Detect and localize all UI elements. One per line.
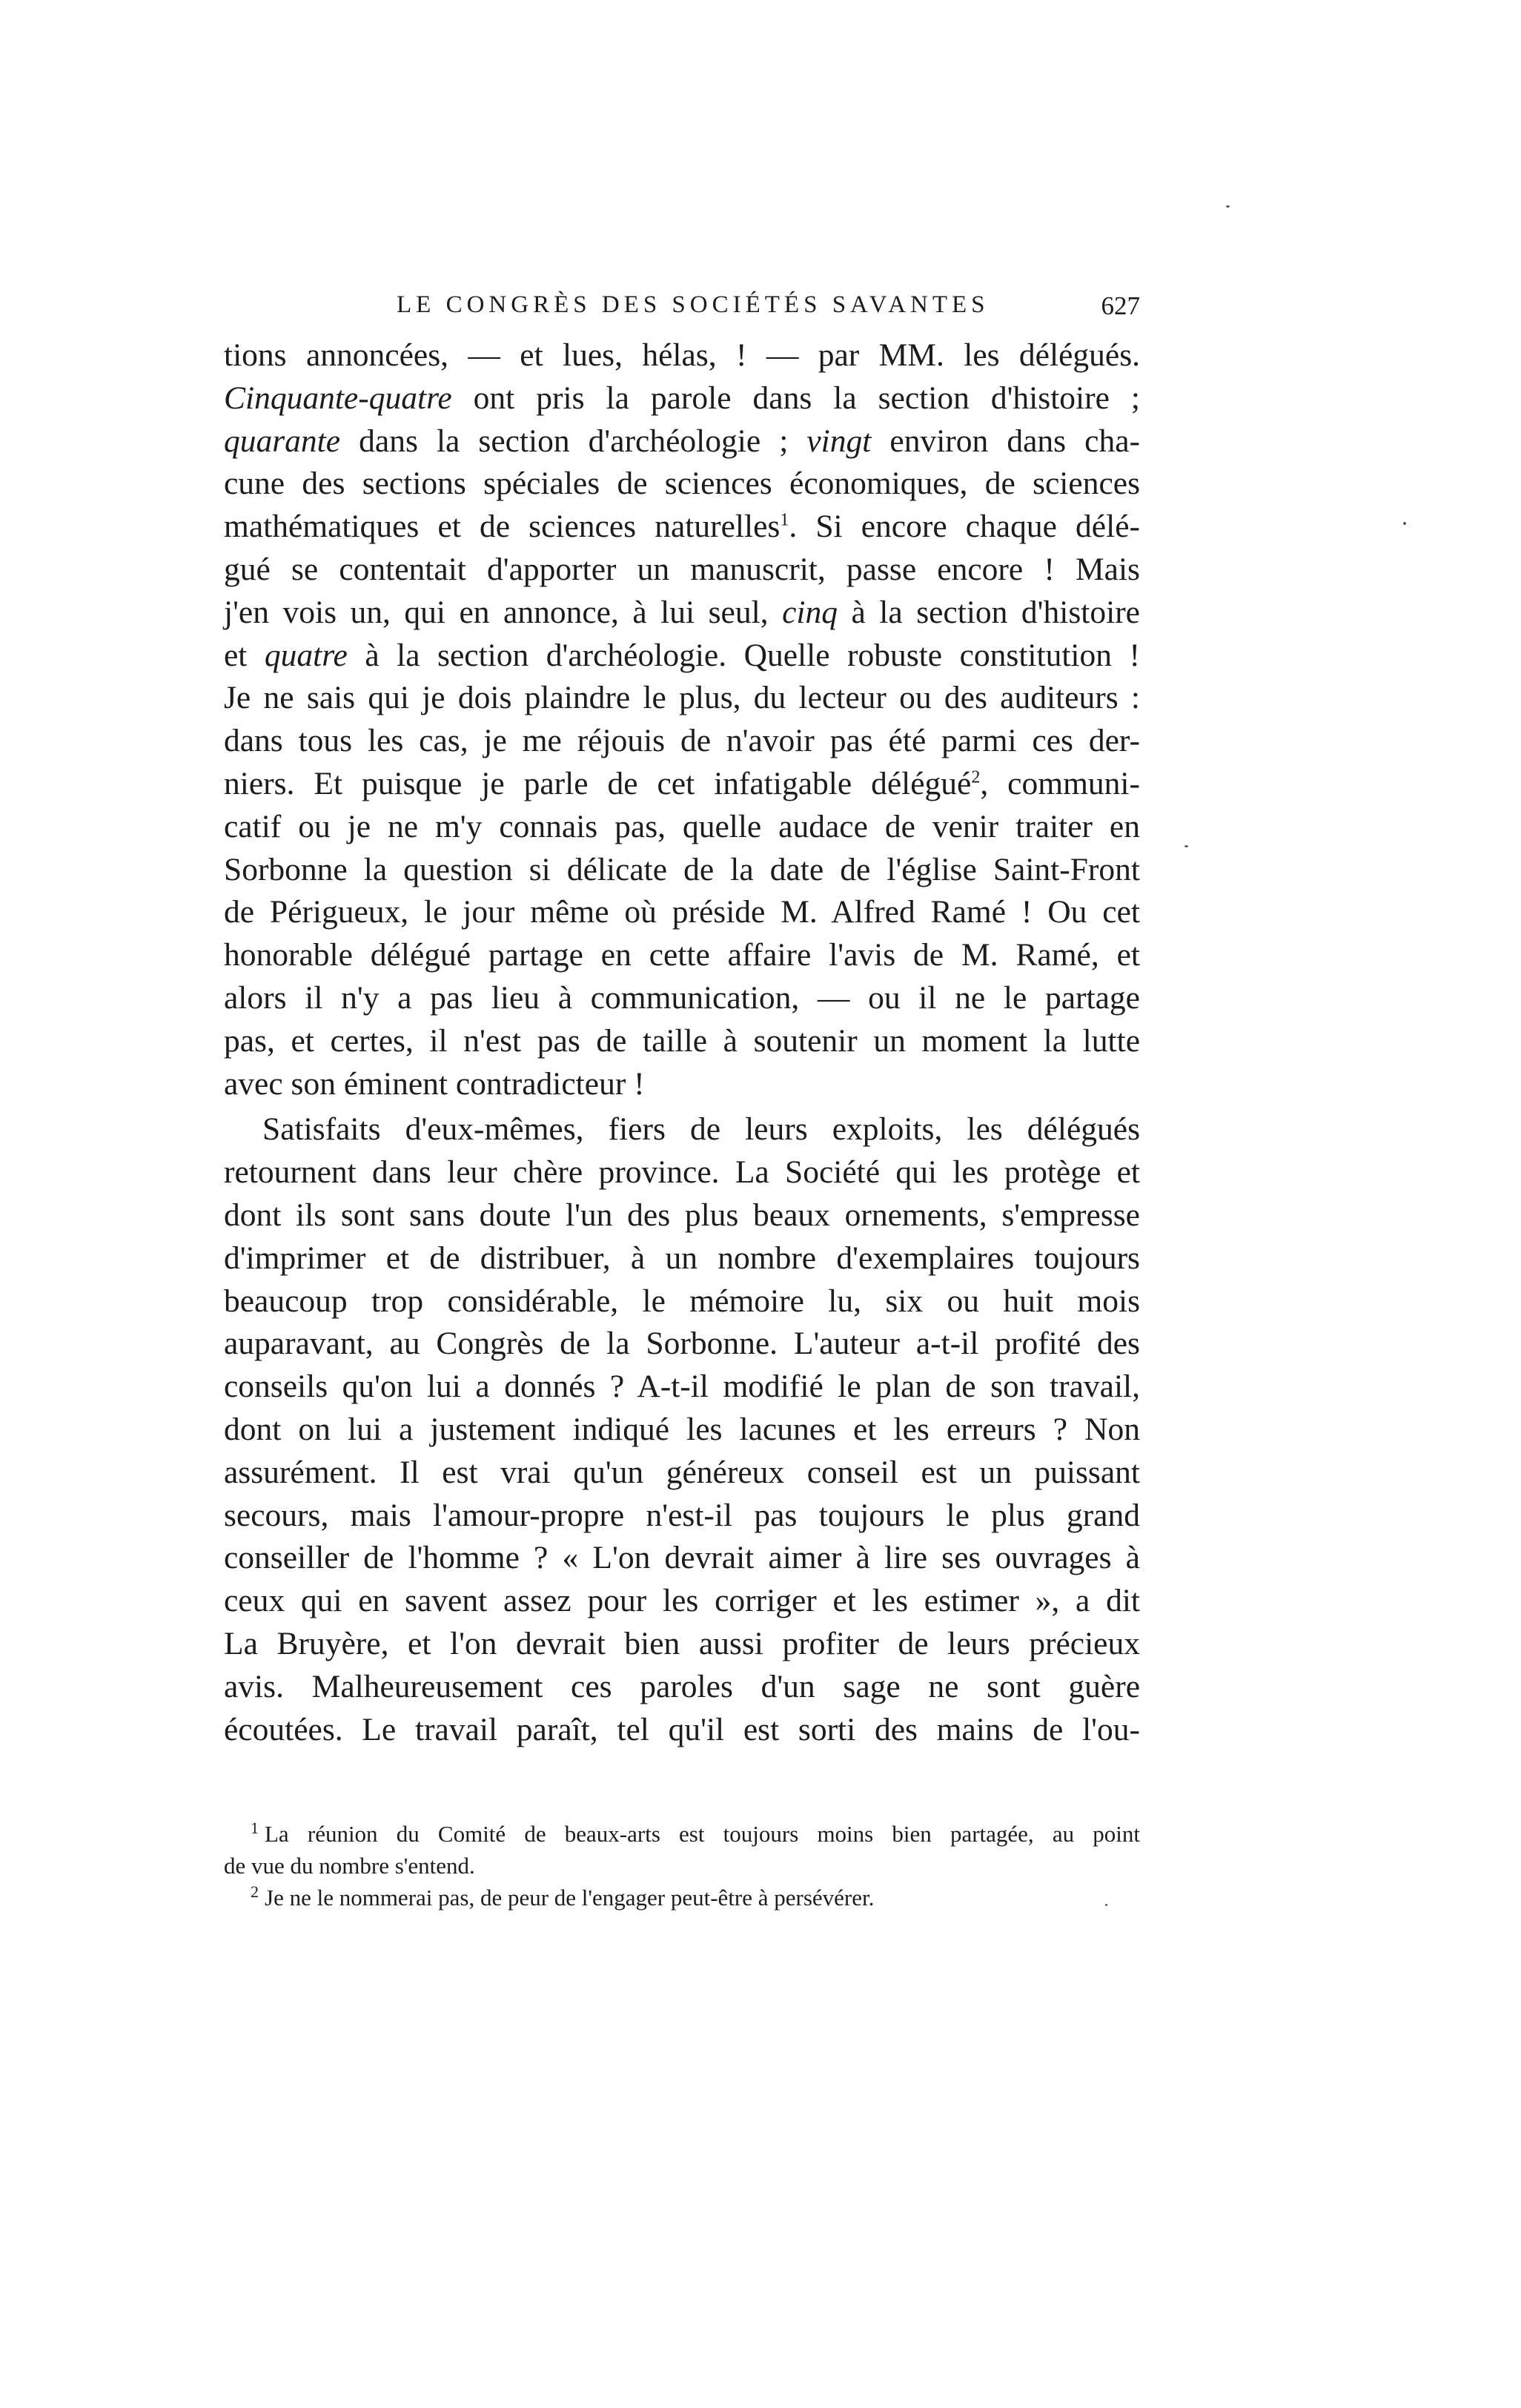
- footnote: [224, 1882, 1140, 1914]
- running-title: LE CONGRÈS DES SOCIÉTÉS SAVANTES: [397, 291, 990, 318]
- footnote-text: Je ne le nommerai pas, de peur de l'engager peut-être à persévérer.: [265, 1885, 875, 1911]
- text-segment: , communi-: [980, 765, 1140, 801]
- text-segment: retournent dans leur chère province. La Société qui les protège et: [224, 1154, 1140, 1191]
- text-line: [224, 1666, 1140, 1709]
- text-segment: tions annoncées, — et lues, hélas, ! — par MM. les délégués.: [224, 337, 1140, 373]
- italic-text: vingt: [806, 423, 872, 459]
- text-segment: assurément. Il est vrai qu'un généreux conseil est un puissant: [224, 1454, 1140, 1490]
- text-segment: d'imprimer et de distribuer, à un nombre d'exemplaires toujours: [224, 1240, 1140, 1276]
- text-segment: cune des sections spéciales de sciences économiques, de sciences: [224, 466, 1140, 502]
- text-segment: à la section d'archéologie. Quelle robuste constitution !: [347, 637, 1140, 673]
- text-line: [224, 1323, 1140, 1366]
- text-line: [224, 720, 1140, 763]
- text-line: [224, 334, 1140, 377]
- footnote-reference: 1: [780, 510, 789, 530]
- footnote-number: 2: [251, 1882, 259, 1901]
- text-segment: conseiller de l'homme ? « L'on devrait aimer à lire ses ouvrages à: [224, 1540, 1140, 1576]
- text-segment: secours, mais l'amour-propre n'est-il pas toujours le plus grand: [224, 1497, 1140, 1533]
- text-line: [224, 592, 1140, 635]
- text-segment: dans tous les cas, je me réjouis de n'avoir pas été parmi ces der-: [224, 723, 1140, 759]
- text-segment: Sorbonne la question si délicate de la date de l'église Saint-Front: [224, 851, 1140, 887]
- text-line: [224, 1623, 1140, 1666]
- text-line: [224, 1495, 1140, 1538]
- text-segment: mathématiques et de sciences naturelles: [224, 509, 781, 545]
- text-segment: Je ne sais qui je dois plaindre le plus, du lecteur ou des auditeurs :: [224, 680, 1140, 716]
- text-line: [224, 1280, 1140, 1323]
- text-segment: de Périgueux, le jour même où préside M. Alfred Ramé ! Ou cet: [224, 894, 1140, 930]
- text-line: [224, 463, 1140, 506]
- text-segment: dont ils sont sans doute l'un des plus beaux ornements, s'empresse: [224, 1197, 1140, 1233]
- text-line: [224, 1366, 1140, 1409]
- text-segment: catif ou je ne m'y connais pas, quelle audace de venir traiter en: [224, 808, 1140, 844]
- text-segment: alors il n'y a pas lieu à communication, — ou il ne le partage: [224, 979, 1140, 1016]
- text-segment: écoutées. Le travail paraît, tel qu'il est sorti des mains de l'ou-: [224, 1711, 1140, 1747]
- text-segment: Satisfaits d'eux-mêmes, fiers de leurs exploits, les délégués: [262, 1111, 1140, 1148]
- text-segment: conseils qu'on lui a donnés ? A-t-il modifié le plan de son travail,: [224, 1369, 1140, 1405]
- footnote: [224, 1818, 1140, 1882]
- text-segment: et: [224, 637, 265, 673]
- text-line: [224, 806, 1140, 849]
- text-segment: niers. Et puisque je parle de cet infatigable délégué: [224, 765, 972, 801]
- footnote-text: de vue du nombre s'entend.: [224, 1853, 475, 1879]
- text-line: [224, 677, 1140, 720]
- text-segment: gué se contentait d'apporter un manuscrit, passe encore ! Mais: [224, 551, 1140, 587]
- text-segment: honorable délégué partage en cette affaire l'avis de M. Ramé, et: [224, 937, 1140, 973]
- text-segment: auparavant, au Congrès de la Sorbonne. L'auteur a-t-il profité des: [224, 1326, 1140, 1362]
- text-line: [224, 1063, 1140, 1106]
- text-line: [224, 1020, 1140, 1063]
- footnote-number: 1: [251, 1818, 259, 1837]
- italic-text: Cinquante-quatre: [224, 380, 452, 416]
- text-line: [224, 1580, 1140, 1623]
- text-segment: dans la section d'archéologie ;: [340, 423, 807, 459]
- text-segment: pas, et certes, il n'est pas de taille à soutenir un moment la lutte: [224, 1022, 1140, 1059]
- text-line: [224, 1237, 1140, 1280]
- page-number: 627: [1101, 291, 1140, 320]
- text-line: [224, 1709, 1140, 1752]
- text-line: [224, 1194, 1140, 1237]
- text-segment: avis. Malheureusement ces paroles d'un sage ne sont guère: [224, 1668, 1140, 1704]
- text-segment: dont on lui a justement indiqué les lacunes et les erreurs ? Non: [224, 1411, 1140, 1447]
- footnote-line: [224, 1818, 1140, 1850]
- footnote-text: La réunion du Comité de beaux-arts est toujours moins bien partagée, au point: [265, 1821, 1140, 1847]
- footnote-line: [224, 1882, 1140, 1914]
- text-line: [224, 549, 1140, 592]
- print-speck: [1184, 845, 1188, 847]
- print-speck: [1226, 205, 1230, 208]
- text-line: [224, 1452, 1140, 1495]
- text-line: [224, 1108, 1140, 1151]
- text-line: [224, 891, 1140, 934]
- main-text: [224, 334, 1140, 1751]
- text-line: [224, 506, 1140, 549]
- text-line: [224, 849, 1140, 892]
- text-line: [224, 1409, 1140, 1452]
- text-line: [224, 1537, 1140, 1580]
- footnote-reference: 2: [971, 767, 981, 787]
- text-line: [224, 635, 1140, 678]
- print-speck: [1105, 1904, 1107, 1906]
- footnote-line: [224, 1850, 1140, 1882]
- italic-text: cinq: [782, 594, 838, 630]
- text-segment: environ dans cha-: [871, 423, 1140, 459]
- text-segment: ceux qui en savent assez pour les corriger et les estimer », a dit: [224, 1583, 1140, 1619]
- italic-text: quatre: [264, 637, 348, 673]
- text-segment: beaucoup trop considérable, le mémoire lu, six ou huit mois: [224, 1283, 1140, 1319]
- text-line: [224, 377, 1140, 420]
- text-segment: La Bruyère, et l'on devrait bien aussi profiter de leurs précieux: [224, 1625, 1140, 1661]
- text-line: [224, 1151, 1140, 1194]
- text-line: [224, 420, 1140, 463]
- italic-text: quarante: [224, 423, 341, 459]
- print-speck: [1403, 522, 1406, 525]
- text-segment: j'en vois un, qui en annonce, à lui seul,: [224, 594, 783, 630]
- text-segment: ont pris la parole dans la section d'histoire ;: [451, 380, 1140, 416]
- text-segment: avec son éminent contradicteur !: [224, 1065, 645, 1102]
- text-segment: à la section d'histoire: [837, 594, 1140, 630]
- text-line: [224, 763, 1140, 806]
- text-line: [224, 977, 1140, 1020]
- text-segment: . Si encore chaque délé-: [789, 509, 1140, 545]
- running-head: [222, 285, 1141, 330]
- text-line: [224, 934, 1140, 977]
- footnotes: [224, 1818, 1140, 1914]
